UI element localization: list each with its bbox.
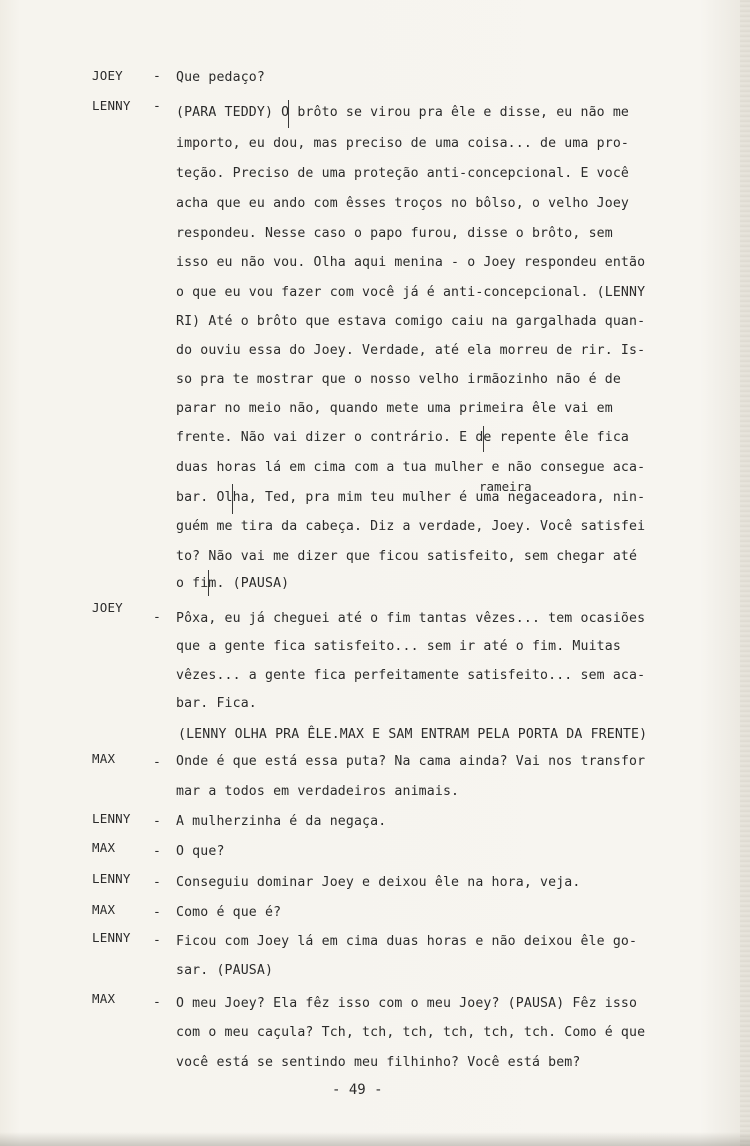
speaker-label: MAX [92, 751, 116, 766]
dialogue-line: duas horas lá em cima com a tua mulher e não consegue aca- [176, 460, 646, 475]
dialogue-line: respondeu. Nesse caso o papo furou, disse o brôto, sem [176, 226, 613, 241]
dialogue-line: o que eu vou fazer com você já é anti-concepcional. (LENNY [176, 285, 646, 300]
dialogue-dash: - [153, 844, 161, 859]
dialogue-line: guém me tira da cabeça. Diz a verdade, Joey. Você satisfei [176, 519, 646, 534]
speaker-label: JOEY [92, 68, 123, 83]
dialogue-line: Que pedaço? [176, 70, 265, 85]
dialogue-line: so pra te mostrar que o nosso velho irmãozinho não é de [176, 372, 621, 387]
scan-bottom-artifact [0, 1132, 750, 1146]
dialogue-dash: - [153, 69, 161, 84]
dialogue-dash: - [153, 814, 161, 829]
dialogue-line: o fim. (PAUSA) [176, 576, 290, 591]
handwritten-bracket [208, 570, 209, 596]
dialogue-line: Onde é que está essa puta? Na cama ainda? Vai nos transfor [176, 754, 646, 769]
interlinear-note: rameira [479, 479, 532, 494]
dialogue-line: que a gente fica satisfeito... sem ir até o fim. Muitas [176, 639, 621, 654]
dialogue-line: acha que eu ando com êsses troços no bôlso, o velho Joey [176, 196, 630, 211]
dialogue-line: A mulherzinha é da negaça. [176, 814, 387, 829]
dialogue-line: mar a todos em verdadeiros animais. [176, 784, 460, 799]
speaker-label: LENNY [92, 930, 131, 945]
speaker-label: MAX [92, 840, 116, 855]
handwritten-bracket [232, 484, 233, 514]
dialogue-line: com o meu caçula? Tch, tch, tch, tch, tch, tch. Como é que [176, 1025, 646, 1040]
dialogue-line: Como é que é? [176, 905, 282, 920]
speaker-label: LENNY [92, 871, 131, 886]
stage-direction: (LENNY OLHA PRA ÊLE.MAX E SAM ENTRAM PELA PORTA DA FRENTE) [178, 727, 648, 742]
dialogue-line: importo, eu dou, mas preciso de uma coisa... de uma pro- [176, 136, 630, 151]
dialogue-line: bar. Fica. [176, 696, 257, 711]
dialogue-dash: - [153, 99, 161, 114]
dialogue-dash: - [153, 933, 161, 948]
dialogue-line: (PARA TEDDY) O brôto se virou pra êle e disse, eu não me [176, 105, 630, 120]
dialogue-line: O meu Joey? Ela fêz isso com o meu Joey? (PAUSA) Fêz isso [176, 996, 638, 1011]
handwritten-bracket [288, 100, 289, 128]
dialogue-line: Ficou com Joey lá em cima duas horas e não deixou êle go- [176, 934, 638, 949]
dialogue-line: RI) Até o brôto que estava comigo caiu na gargalhada quan- [176, 314, 646, 329]
dialogue-line: to? Não vai me dizer que ficou satisfeito, sem chegar até [176, 549, 638, 564]
speaker-label: LENNY [92, 811, 131, 826]
dialogue-dash: - [153, 610, 161, 625]
speaker-label: LENNY [92, 98, 131, 113]
dialogue-line: bar. Olha, Ted, pra mim teu mulher é uma negaceadora, nin- [176, 490, 646, 505]
speaker-label: JOEY [92, 600, 123, 615]
speaker-label: MAX [92, 902, 116, 917]
dialogue-line: Pôxa, eu já cheguei até o fim tantas vêzes... tem ocasiões [176, 611, 646, 626]
page-number: - 49 - [332, 1082, 383, 1098]
dialogue-line: O que? [176, 844, 225, 859]
dialogue-dash: - [153, 905, 161, 920]
dialogue-line: vêzes... a gente fica perfeitamente satisfeito... sem aca- [176, 668, 646, 683]
dialogue-line: isso eu não vou. Olha aqui menina - o Joey respondeu então [176, 255, 646, 270]
speaker-label: MAX [92, 991, 116, 1006]
dialogue-line: do ouviu essa do Joey. Verdade, até ela morreu de rir. Is- [176, 343, 646, 358]
dialogue-line: você está se sentindo meu filhinho? Você está bem? [176, 1055, 581, 1070]
scan-edge-artifact [740, 0, 750, 1146]
dialogue-line: frente. Não vai dizer o contrário. E de repente êle fica [176, 430, 630, 445]
dialogue-dash: - [153, 755, 161, 770]
dialogue-line: Conseguiu dominar Joey e deixou êle na hora, veja. [176, 875, 581, 890]
dialogue-dash: - [153, 995, 161, 1010]
handwritten-bracket [483, 426, 484, 452]
dialogue-line: parar no meio não, quando mete uma primeira êle vai em [176, 401, 613, 416]
dialogue-line: sar. (PAUSA) [176, 963, 274, 978]
dialogue-dash: - [153, 875, 161, 890]
dialogue-line: teção. Preciso de uma proteção anti-concepcional. E você [176, 166, 630, 181]
